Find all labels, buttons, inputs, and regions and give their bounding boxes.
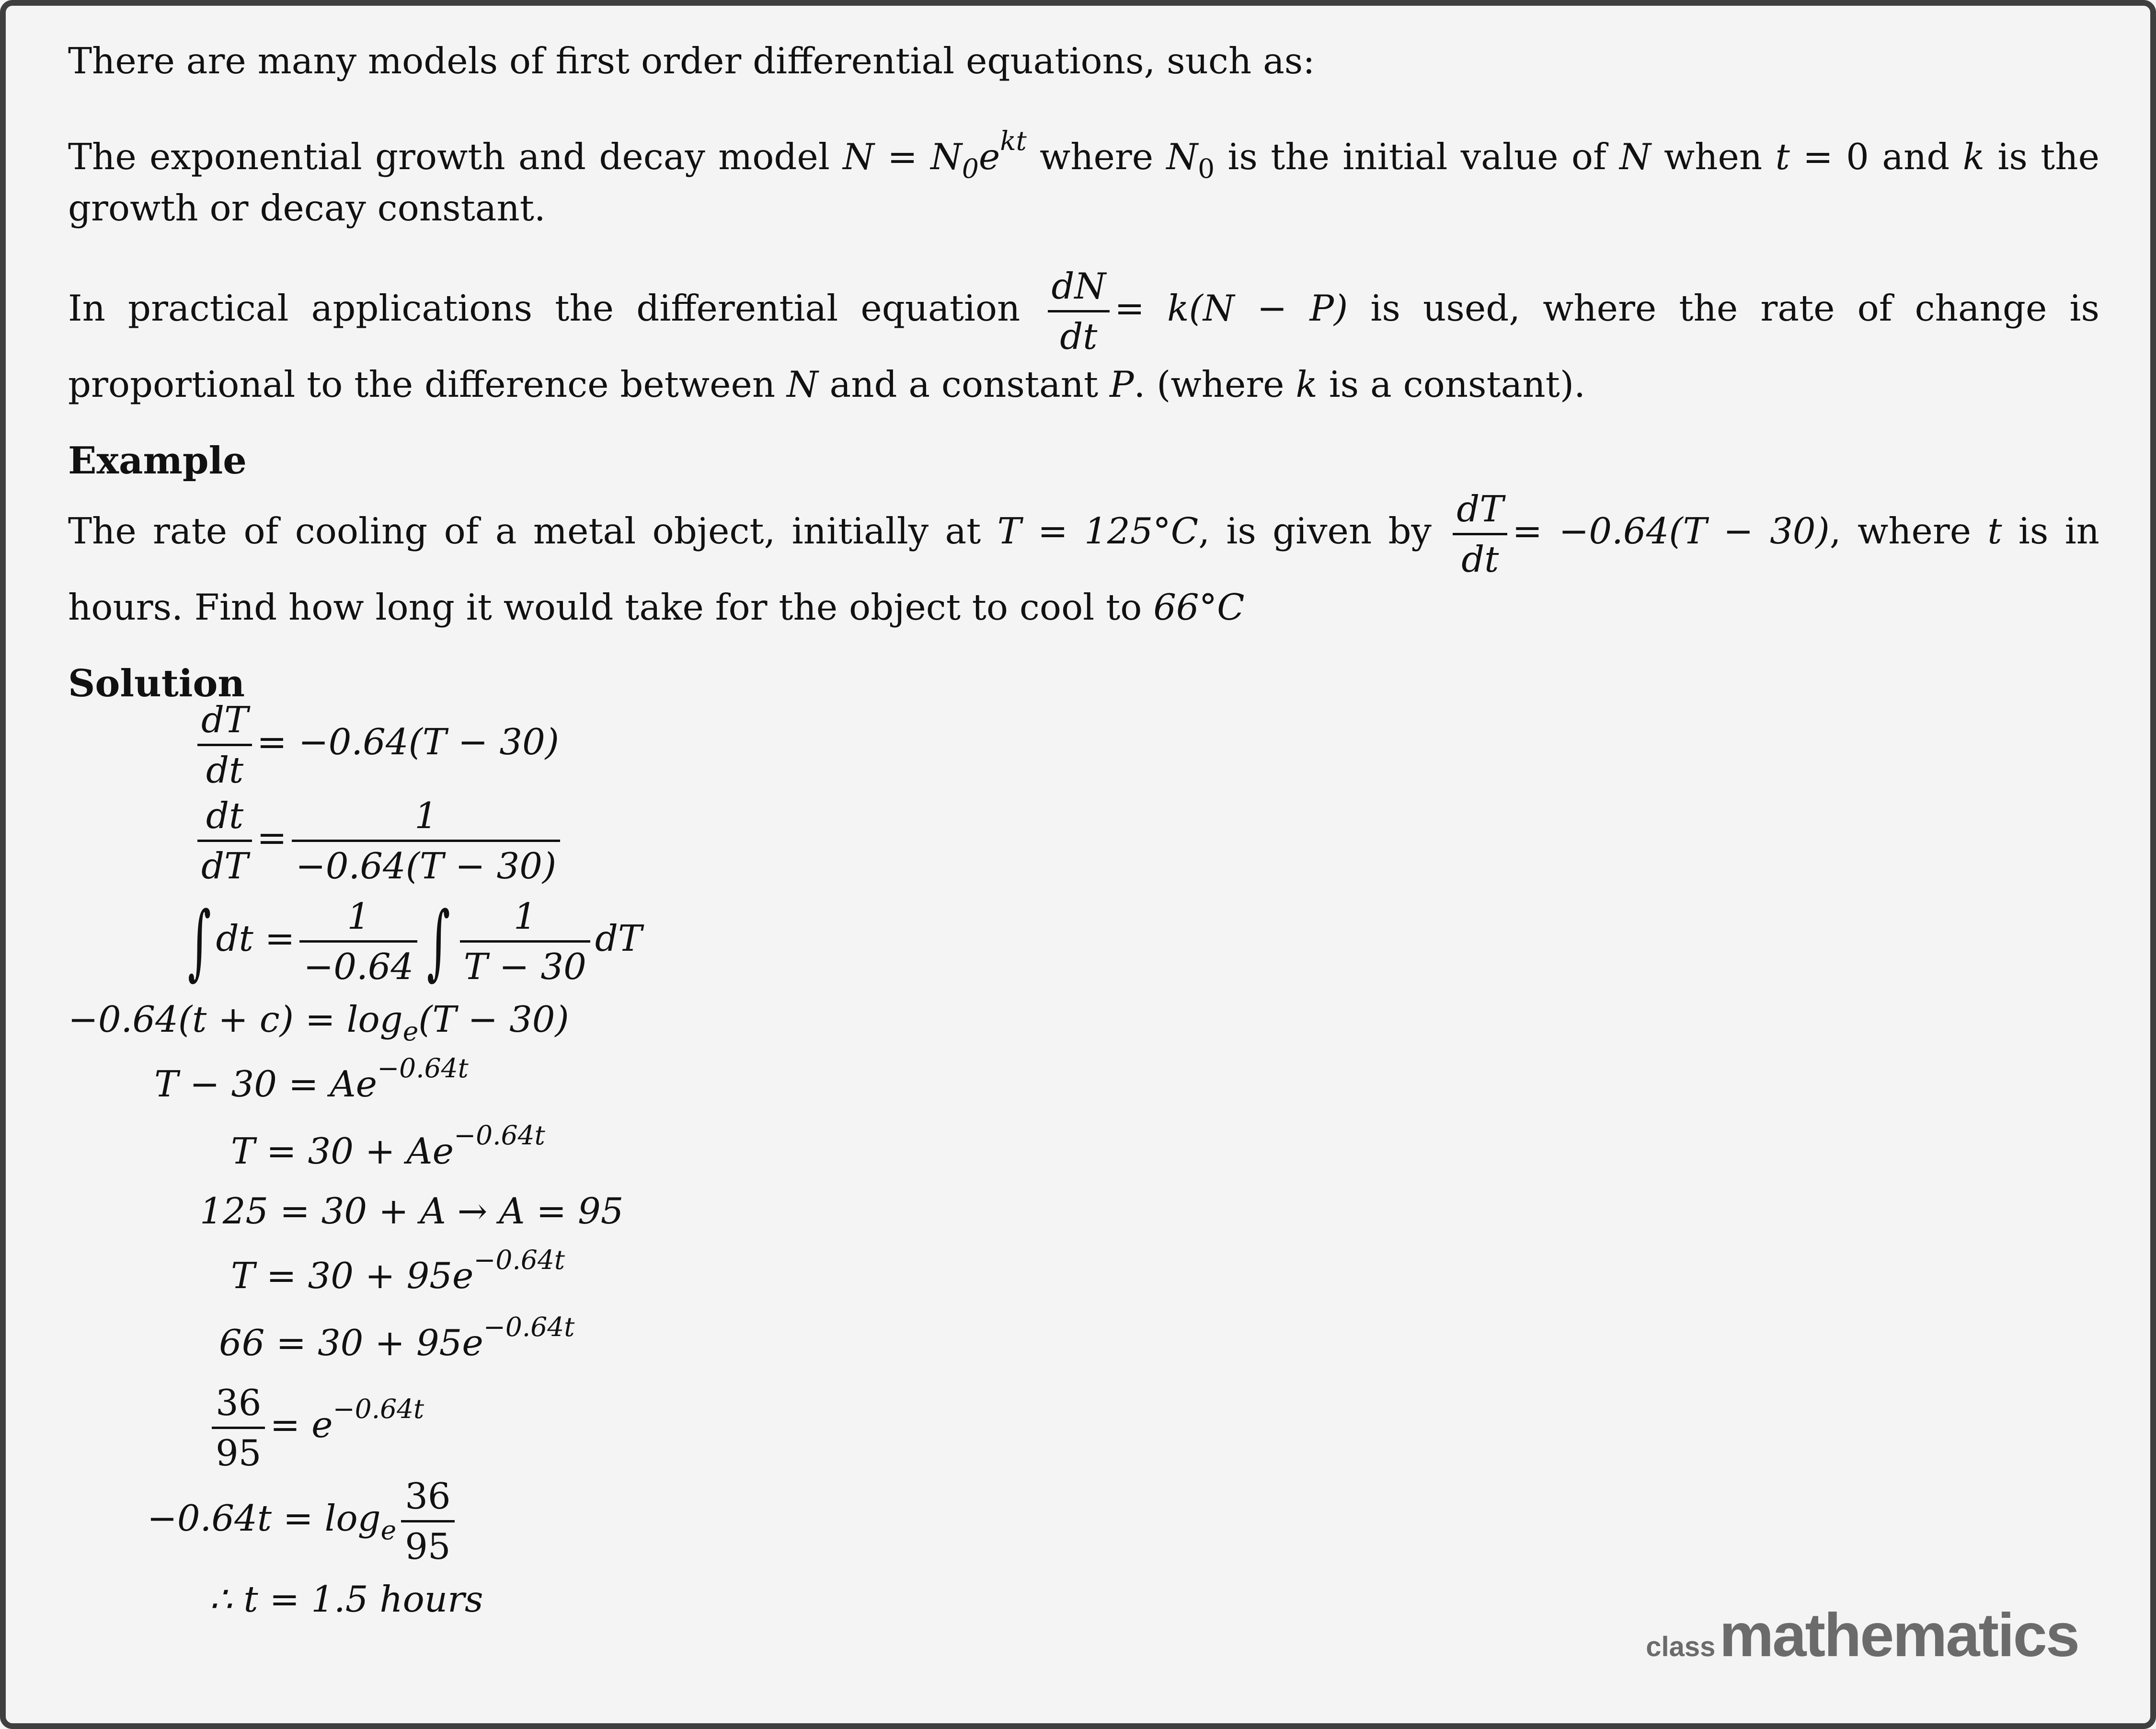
exponent: −0.64t xyxy=(483,1312,575,1342)
text-run: The rate of cooling of a metal object, initially at xyxy=(68,509,998,552)
solution-step-2: $\frac{dt}{dT}$ = $\frac{1}{-0.64(T - 30)}$ xyxy=(197,792,565,890)
formula-text: 66 = 30 + 95e xyxy=(219,1322,483,1364)
text-run: is used, where the rate of change is proportional to the difference between xyxy=(68,287,2099,405)
text-run: . (where xyxy=(1134,363,1296,405)
formula-text: −0.64t = log xyxy=(147,1497,381,1539)
text-run: is the initial value of xyxy=(1215,136,1620,178)
example-paragraph: The rate of cooling of a metal object, initially at T = 125°C, is given by $\frac{dT}{dt}$ = −0.64(T − 30), where t is in hours. Find how long it would take for the object to cool to 66°C xyxy=(68,485,2099,631)
exponent: −0.64t xyxy=(454,1120,545,1151)
text-run: where xyxy=(1026,136,1167,178)
exponential-model-paragraph: The exponential growth and decay model $N = N_0e^{kt}$ where $N_0$ is the initial value of N when t = 0 and k is the growth or decay constant. xyxy=(68,126,2099,229)
solution-step-10: $\frac{36}{95}$ = $e^{-0.64t}$ xyxy=(212,1379,424,1477)
solution-step-5 xyxy=(154,1053,469,1111)
text-run: , is given by xyxy=(1198,509,1448,552)
formula-text: T = 125°C xyxy=(997,509,1199,552)
logo-small-text: class xyxy=(1646,1631,1716,1662)
formula-text: = −0.64(T − 30) xyxy=(1512,509,1830,552)
text-run: and xyxy=(1869,136,1963,178)
text-run: is a constant). xyxy=(1317,363,1585,405)
logo-big-text: mathematics xyxy=(1719,1601,2078,1670)
formula-text: −0.64 xyxy=(303,945,414,988)
formula-text: T = 30 + Ae xyxy=(231,1130,454,1172)
text-run: is the growth or decay constant. xyxy=(68,136,2099,229)
formula-text: = e xyxy=(270,1403,333,1446)
solution-step-12 xyxy=(209,1575,483,1623)
formula-text: N = N xyxy=(843,136,962,178)
formula-text: T = 30 + 95e xyxy=(231,1255,474,1297)
text-run: , where xyxy=(1829,509,1988,552)
intro-line: There are many models of first order differential equations, such as: xyxy=(68,40,1315,82)
exponent: −0.64t xyxy=(333,1393,424,1424)
formula-text: = k(N − P) xyxy=(1114,287,1348,329)
solution-step-4: $-0.64(t + c) = \log_e(T - 30)$ xyxy=(68,998,569,1047)
class-mathematics-logo xyxy=(1646,1600,2078,1671)
formula-text: dt = xyxy=(216,917,295,959)
formula-text: = −0.64(T − 30) xyxy=(257,720,560,763)
solution-step-11: $-0.64t = \log_e$ $\frac{36}{95}$ xyxy=(147,1472,459,1570)
formula-text: T − 30 xyxy=(463,945,586,988)
practical-applications-paragraph: In practical applications the differential equation $\frac{dN}{dt}$ = k(N − P) is used, where the rate of change is proportional to the difference between N and a constant P. (where k is a constant). xyxy=(68,262,2099,408)
solution-step-7 xyxy=(200,1187,623,1235)
text-run: In practical applications the differential equation xyxy=(68,287,1043,329)
fraction-dn-dt: $\frac{dN}{dt}$ xyxy=(1048,262,1110,360)
text-run: when xyxy=(1651,136,1776,178)
example-heading: Example xyxy=(68,439,247,483)
exponent: −0.64t xyxy=(473,1245,565,1275)
formula-text: 66°C xyxy=(1153,586,1245,628)
text-run: The exponential growth and decay model xyxy=(68,136,843,178)
solution-step-3: ∫ dt = $\frac{1}{-0.64}$ ∫ $\frac{1}{T - 30}$ dT xyxy=(183,892,642,991)
formula-text: ∴ t = 1.5 hours xyxy=(209,1578,483,1620)
formula-text: dT xyxy=(595,917,642,959)
solution-step-1: $\frac{dT}{dt}$ = −0.64(T − 30) xyxy=(197,696,559,794)
fraction-dt-dt: $\frac{dT}{dt}$ xyxy=(1453,485,1507,583)
solution-heading: Solution xyxy=(68,662,245,705)
text-run: is in hours. Find how long it would take for the object to cool to xyxy=(68,509,2099,628)
formula-text: T − 30 = Ae xyxy=(154,1063,378,1105)
solution-step-9 xyxy=(219,1312,575,1370)
formula-text: −0.64(t + c) = log xyxy=(68,998,403,1040)
exponent: −0.64t xyxy=(377,1053,469,1084)
solution-step-6 xyxy=(231,1120,545,1178)
formula-text: 125 = 30 + A → A = 95 xyxy=(200,1190,624,1232)
text-run: and a constant xyxy=(818,363,1110,405)
formula-text: −0.64(T − 30) xyxy=(295,845,557,887)
solution-step-8 xyxy=(231,1245,565,1303)
formula-text: (T − 30) xyxy=(418,998,569,1040)
formula-model: $N = N_0e^{kt}$ xyxy=(843,126,1027,184)
